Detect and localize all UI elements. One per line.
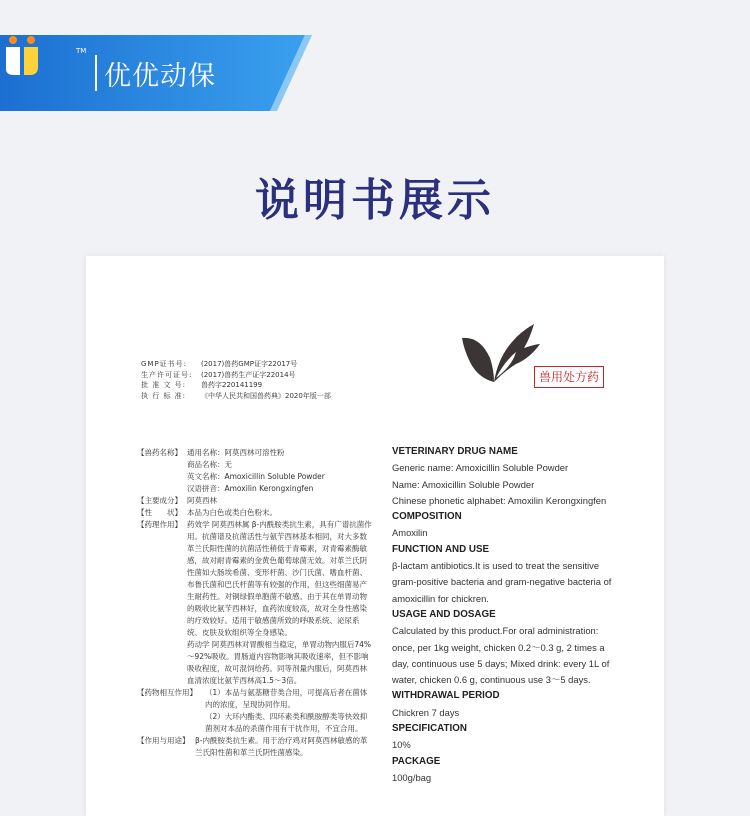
en-line: Name: Amoxicillin Soluble Powder xyxy=(392,478,535,490)
en-heading: SPECIFICATION xyxy=(392,723,467,735)
en-heading: VETERINARY DRUG NAME xyxy=(392,446,518,457)
brand-name: 优优动保 xyxy=(104,61,216,92)
en-line: Calculated by this product.For oral administration: once, per 1kg weight, chicken 0.2～0.3 g, 2 times a day, continuous use 5 days; Mixed drink: every 1L of water, chicken 0.6 g, continuous use 3～5 days. xyxy=(392,625,610,686)
en-heading: COMPOSITION xyxy=(392,511,462,523)
en-heading: FUNCTION AND USE xyxy=(392,543,490,555)
cn-section: 商品名称：无 xyxy=(187,460,232,469)
en-line: Generic name: Amoxicillin Soluble Powder xyxy=(392,462,569,474)
cn-section: 英文名称：Amoxicillin Soluble Powder xyxy=(187,472,325,481)
en-line: β-lactam antibiotics.It is used to treat the sensitive gram-positive bacteria and gram-negative bacteria of amoxicillin for chickren. xyxy=(392,560,612,604)
cert-row: 生产许可证号: (2017)兽药生产证字22014号 xyxy=(141,370,296,379)
cert-row: 批 准 文 号: 兽药字220141199 xyxy=(141,381,263,389)
page-title: 说明书展示 xyxy=(255,175,495,226)
cn-section: 药动学 阿莫西林对胃酸相当稳定，单胃动物内服后74%～92%吸收。胃肠道内容物影响其吸收速率，但不影响吸收程度，故可混饲给药。同等剂量内服后，阿莫西林血清浓度比氨苄西林高1.5～3倍。 xyxy=(187,640,372,685)
bird-wing-logo-icon xyxy=(460,318,540,398)
en-heading: WITHDRAWAL PERIOD xyxy=(392,690,500,702)
cert-row: GMP证书号: (2017)兽药GMP证字22017号 xyxy=(141,360,298,368)
cert-row: 执 行 标 准: 《中华人民共和国兽药典》2020年版一部 xyxy=(141,391,331,400)
cn-section: 【主要成分】 阿莫西林 xyxy=(137,496,217,505)
chinese-instructions xyxy=(137,447,372,759)
brand-divider xyxy=(95,55,97,91)
en-line: Chinese phonetic alphabet: Amoxilin Kerongxingfen xyxy=(392,494,607,506)
trademark-mark: TM xyxy=(76,47,87,55)
en-line: Chickren 7 days xyxy=(392,706,460,718)
cn-section: 【性 状】 本品为白色或类白色粉末。 xyxy=(137,508,277,517)
cn-section: （2）大环内酯类、四环素类和酰胺醇类等快效抑菌剂对本品的杀菌作用有干扰作用，不宜合用。 xyxy=(205,712,368,733)
header-banner xyxy=(0,35,750,111)
cn-section: 【作用与用途】 β-内酰胺类抗生素。用于治疗鸡对阿莫西林敏感的革兰氏阳性菌和革兰氏阴性菌感染。 xyxy=(137,736,368,757)
prescription-stamp: 兽用处方药 xyxy=(534,366,604,388)
en-line: 10% xyxy=(392,739,411,751)
cn-section: 【兽药名称】 通用名称：阿莫西林可溶性粉 xyxy=(137,448,285,457)
cn-section: 汉语拼音：Amoxilin Kerongxingfen xyxy=(187,484,314,493)
en-heading: PACKAGE xyxy=(392,755,441,767)
cn-section: 【药理作用】 药效学 阿莫西林属 β-内酰胺类抗生素，具有广谱抗菌作用。抗菌谱及抗菌活性与氨苄西林基本相同，对大多数革兰氏阳性菌的抗菌活性稍低于青霉素，对青霉素酶敏感，故对耐青霉素的金黄色葡萄球菌无效。对革兰氏阴性菌如大肠埃希菌、变形杆菌、沙门氏菌、嗜血杆菌、布鲁氏菌和巴氏杆菌等有较强的作用，但这些细菌易产生耐药性。对铜绿假单胞菌不敏感。由于其在单胃动物的吸收比氨苄西林好，血药浓度较高，故对全身性感染的疗效较好。适用于敏感菌所致的呼吸系统、泌尿系统、皮肤及软组织等全身感染。 xyxy=(137,520,372,637)
english-instructions xyxy=(392,444,622,786)
certificate-block xyxy=(141,359,331,401)
en-line: Amoxilin xyxy=(392,527,428,539)
en-heading: USAGE AND DOSAGE xyxy=(392,608,496,620)
en-line: 100g/bag xyxy=(392,771,432,783)
youyou-logo-icon xyxy=(0,35,50,79)
cn-section: 【药物相互作用】 （1）本品与氨基糖苷类合用，可提高后者在菌体内的浓度，呈现协同作用。 xyxy=(137,688,368,709)
